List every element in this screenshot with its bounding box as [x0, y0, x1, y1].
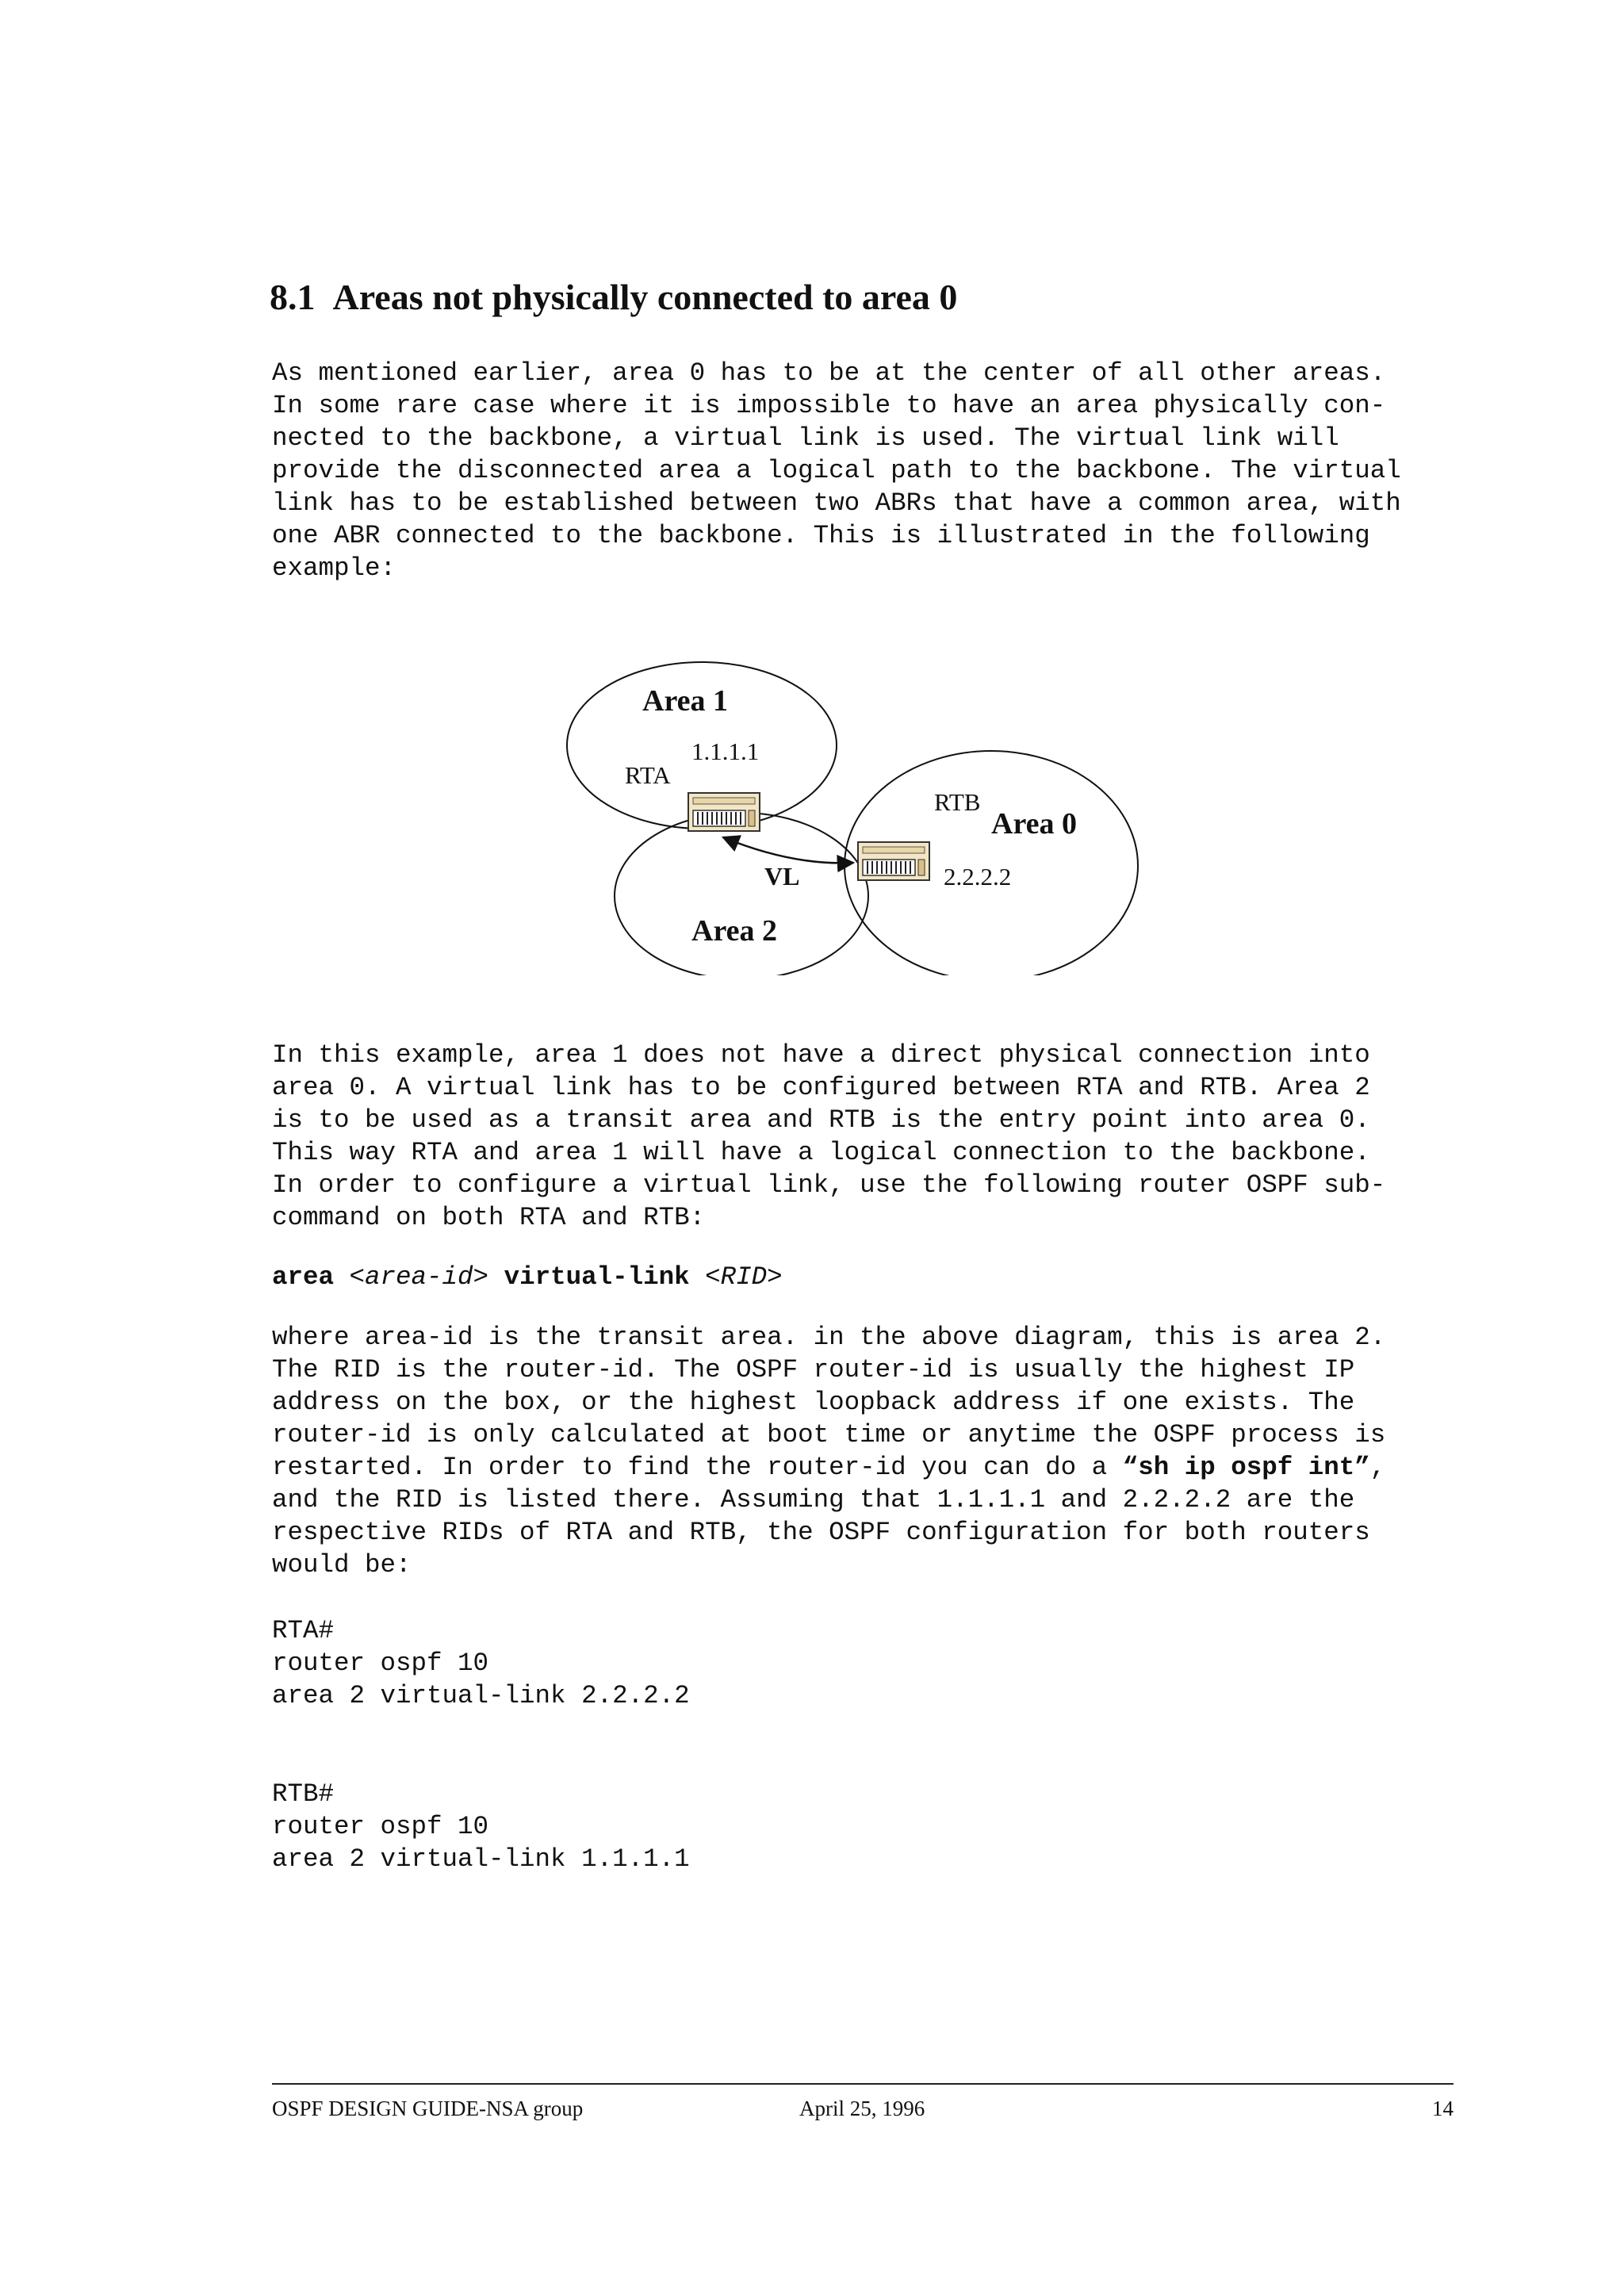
footer-doc-title: OSPF DESIGN GUIDE-NSA group	[272, 2097, 584, 2120]
area2-ellipse	[615, 813, 868, 975]
footer-date: April 25, 1996	[799, 2097, 925, 2120]
section-title: Areas not physically connected to area 0	[332, 277, 958, 317]
command-arg-area-id: <area-id>	[349, 1262, 489, 1292]
area2-label: Area 2	[691, 914, 777, 948]
ospf-virtual-link-diagram	[555, 658, 1189, 975]
command-syntax	[272, 1261, 783, 1293]
rtb-config-block: RTB# router ospf 10 area 2 virtual-link 1.1.1.1	[272, 1779, 690, 1874]
rta-config-block: RTA# router ospf 10 area 2 virtual-link 2.2.2.2	[272, 1616, 690, 1710]
explanation-text-end: , and the RID is listed there. Assuming that 1.1.1.1 and 2.2.2.2 are the respective RIDs of RTA and RTB, the OSPF configuration for both routers would be:	[272, 1453, 1386, 1580]
vl-label: VL	[764, 862, 800, 890]
footer-page-number: 14	[1432, 2097, 1454, 2120]
example-paragraph: In this example, area 1 does not have a direct physical connection into area 0. A virtual link has to be configured between RTA and RTB. Area 2 is to be used as a transit area and RTB is the entry point into area 0. This way RTA and area 1 will have a logical connection to the backbone. In order to configure a virtual link, use the following router OSPF sub- command on both RTA and RTB:	[272, 1040, 1386, 1232]
rta-id-label: 1.1.1.1	[691, 737, 760, 765]
rta-label: RTA	[625, 761, 671, 789]
footer-rule	[272, 2083, 1454, 2085]
command-arg-rid: <RID>	[705, 1262, 783, 1292]
rta-router-icon	[688, 793, 760, 831]
rtb-router-icon	[858, 842, 929, 880]
virtual-link-arrow	[723, 837, 853, 863]
section-number: 8.1	[270, 277, 316, 317]
command-keyword-area: area	[272, 1262, 335, 1292]
area0-label: Area 0	[991, 807, 1077, 841]
show-command-text: “sh ip ospf int”	[1122, 1453, 1370, 1482]
explanation-paragraph	[272, 1321, 1385, 1581]
rtb-id-label: 2.2.2.2	[944, 863, 1012, 890]
rtb-label: RTB	[934, 788, 981, 816]
command-keyword-virtual-link: virtual-link	[504, 1262, 690, 1292]
intro-paragraph: As mentioned earlier, area 0 has to be at the center of all other areas. In some rare case where it is impossible to have an area physically con- nected to the backbone, a virtual link is used. The virtual link will provide the disconnected area a logical path to the backbone. The virtual link has to be established between two ABRs that have a common area, with one ABR connected to the backbone. This is illustrated in the following example:	[272, 358, 1401, 583]
section-heading	[270, 278, 957, 318]
explanation-text-start: where area-id is the transit area. in the above diagram, this is area 2. The RID is the router-id. The OSPF router-id is usually the highest IP address on the box, or the highest loopback address if one exists. The router-id is only calculated at boot time or anytime the OSPF process is restarted. In order to find the router-id you can do a	[272, 1323, 1386, 1482]
area1-label: Area 1	[642, 684, 728, 718]
